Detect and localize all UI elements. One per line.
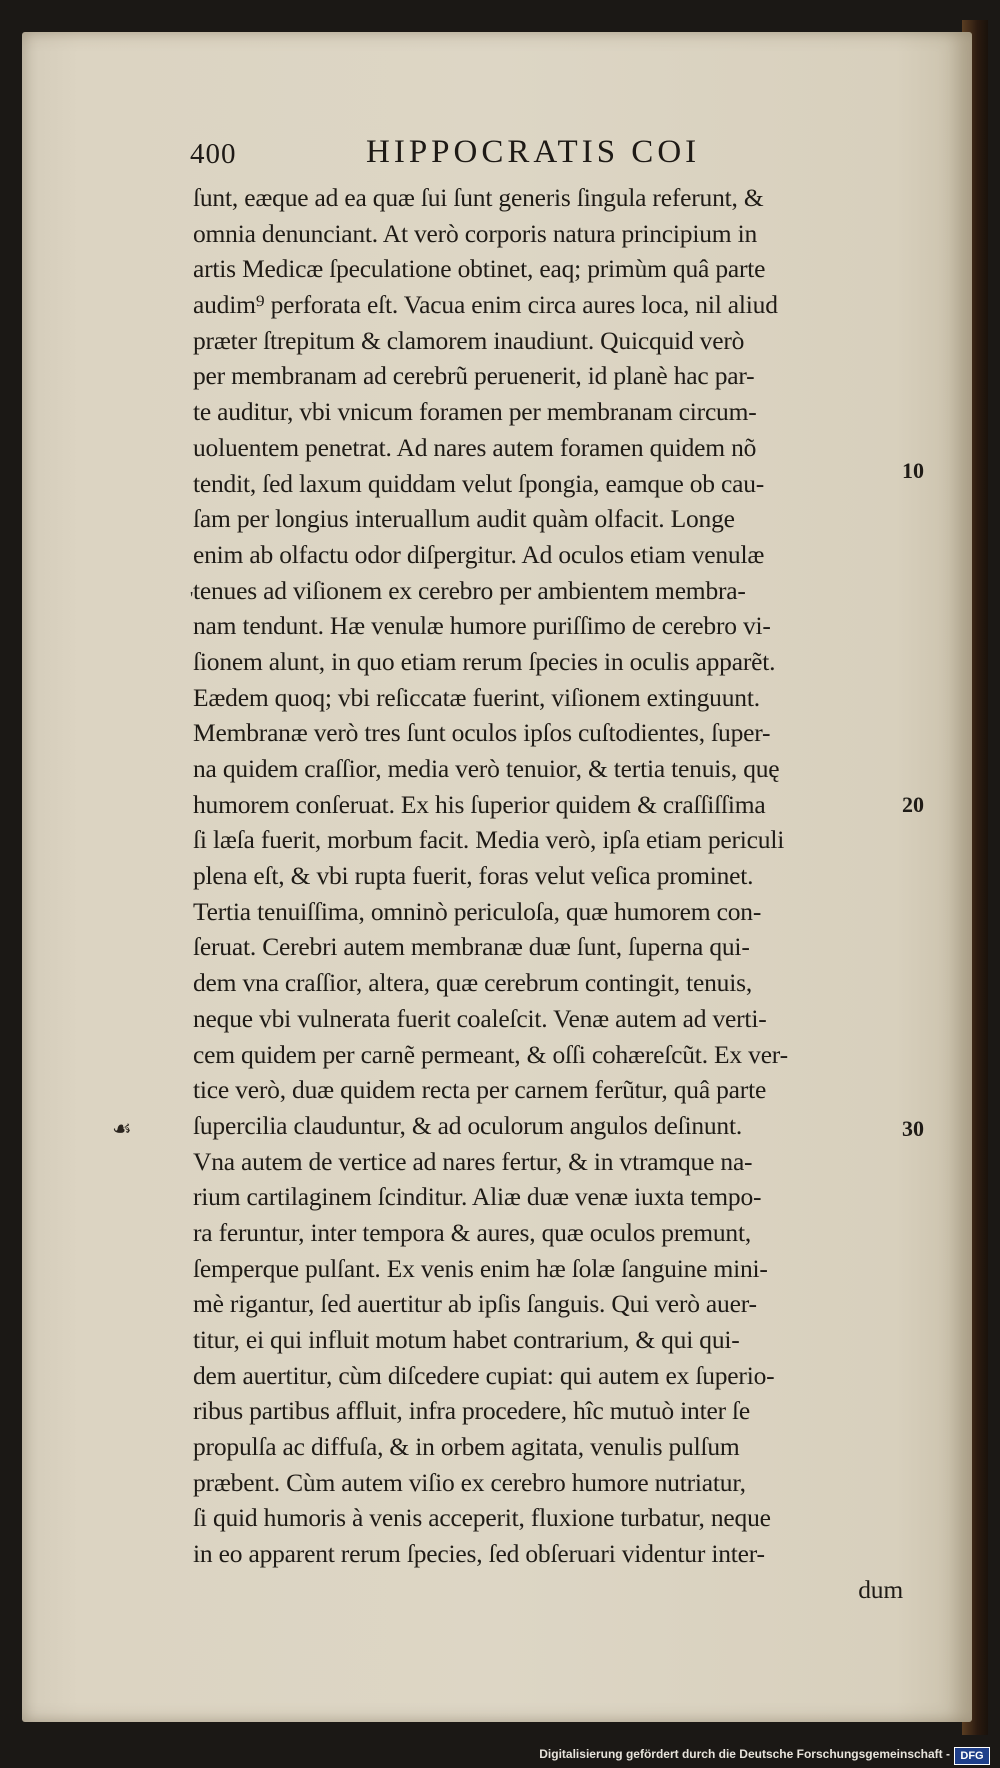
text-line: ſi læſa fuerit, morbum facit. Media verò, ipſa etiam periculi [193,825,785,855]
text-line: enim ab olfactu odor diſpergitur. Ad oculos etiam venulæ [193,539,765,569]
text-line: ribus partibus affluit, infra procedere, hîc mutuò inter ſe [193,1396,751,1426]
digitization-credit: Digitalisierung gefördert durch die Deutsche Forschungsgemeinschaft - [539,1747,950,1761]
text-line: neque vbi vulnerata fuerit coaleſcit. Venæ autem ad verti- [193,1003,767,1033]
text-line: ra feruntur, inter tempora & aures, quæ oculos premunt, [193,1217,752,1247]
text-line: ſi quid humoris à venis acceperit, fluxione turbatur, neque [193,1503,771,1533]
ink-mark: ☙ [112,1116,132,1141]
page-header [190,134,790,174]
text-line: propulſa ac diffuſa, & in orbem agitata, venulis pulſum [193,1432,740,1462]
text-line: omnia denunciant. At verò corporis natura principium in [193,218,758,248]
footer-bar [0,1745,1000,1768]
text-line: dem auertitur, cùm diſcedere cupiat: qui autem ex ſuperio- [193,1360,775,1390]
text-line: uoluentem penetrat. Ad nares autem foramen quidem nõ [193,432,757,462]
text-line: ſunt, eæque ad ea quæ ſui ſunt generis ſingula referunt, & [193,183,764,212]
dfg-logo-icon: DFG [954,1747,990,1765]
text-line: te auditur, vbi vnicum foramen per membranam circum- [193,397,757,427]
text-line: rium cartilaginem ſcinditur. Aliæ duæ venæ iuxta tempo- [193,1182,762,1212]
page-number: 400 [190,138,237,170]
ink-mark: ' [190,588,194,608]
text-line: nam tendunt. Hæ venulæ humore puriſſimo de cerebro vi- [193,611,771,641]
running-head: HIPPOCRATIS COI [366,134,701,170]
text-line: tice verò, duæ quidem recta per carnem ferũtur, quâ parte [193,1075,767,1105]
text-line: na quidem craſſior, media verò tenuior, & tertia tenuis, quę [193,754,780,783]
text-line: artis Medicæ ſpeculatione obtinet, eaq; primùm quâ parte [193,254,766,284]
text-line: dem vna craſſior, altera, quæ cerebrum contingit, tenuis, [193,968,753,998]
text-line: Membranæ verò tres ſunt oculos ipſos cuſtodientes, ſuper- [193,718,771,748]
text-line: humorem conſeruat. Ex his ſuperior quidem & craſſiſſima [193,789,766,819]
text-line: titur, ei qui influit motum habet contrarium, & qui qui- [193,1325,740,1354]
catchword: dum [858,1574,903,1604]
margin-line-number: 30 [902,1116,924,1141]
text-line: ſam per longius interuallum audit quàm olfacit. Longe [193,504,735,534]
text-line: plena eſt, & vbi rupta fuerit, foras velut veſica prominet. [193,861,754,891]
text-line: præter ſtrepitum & clamorem inaudiunt. Quicquid verò [193,325,745,355]
text-line: Vna autem de vertice ad nares fertur, & in vtramque na- [193,1146,753,1176]
text-line: per membranam ad cerebrũ peruenerit, id planè hac par- [193,361,755,391]
text-line: mè rigantur, ſed auertitur ab ipſis ſanguis. Qui verò auer- [193,1289,757,1319]
body-text [193,180,913,1608]
text-line: audim⁹ perforata eſt. Vacua enim circa aures loca, nil aliud [193,290,778,320]
text-line: ſupercilia clauduntur, & ad oculorum angulos deſinunt. [193,1110,743,1140]
text-line: cem quidem per carnẽ permeant, & oſſi cohæreſcũt. Ex ver- [193,1039,788,1069]
margin-line-number: 20 [902,792,924,817]
text-line: in eo apparent rerum ſpecies, ſed obſeruari videntur inter- [193,1539,765,1569]
text-line: tendit, ſed laxum quiddam velut ſpongia, eamque ob cau- [193,468,765,498]
text-line: tenues ad viſionem ex cerebro per ambientem membra- [193,575,746,605]
margin-line-number: 10 [902,458,924,483]
text-line: ſemperque pulſant. Ex venis enim hæ ſolæ ſanguine mini- [193,1253,768,1283]
text-line: Eædem quoq; vbi reſiccatæ fuerint, viſionem extinguunt. [193,682,760,712]
text-line: Tertia tenuiſſima, omninò periculoſa, quæ humorem con- [193,896,762,926]
text-line: ſeruat. Cerebri autem membranæ duæ ſunt, ſuperna qui- [193,932,750,962]
text-line: ſionem alunt, in quo etiam rerum ſpecies in oculis apparẽt. [193,646,776,676]
text-line: præbent. Cùm autem viſio ex cerebro humore nutriatur, [193,1467,746,1497]
